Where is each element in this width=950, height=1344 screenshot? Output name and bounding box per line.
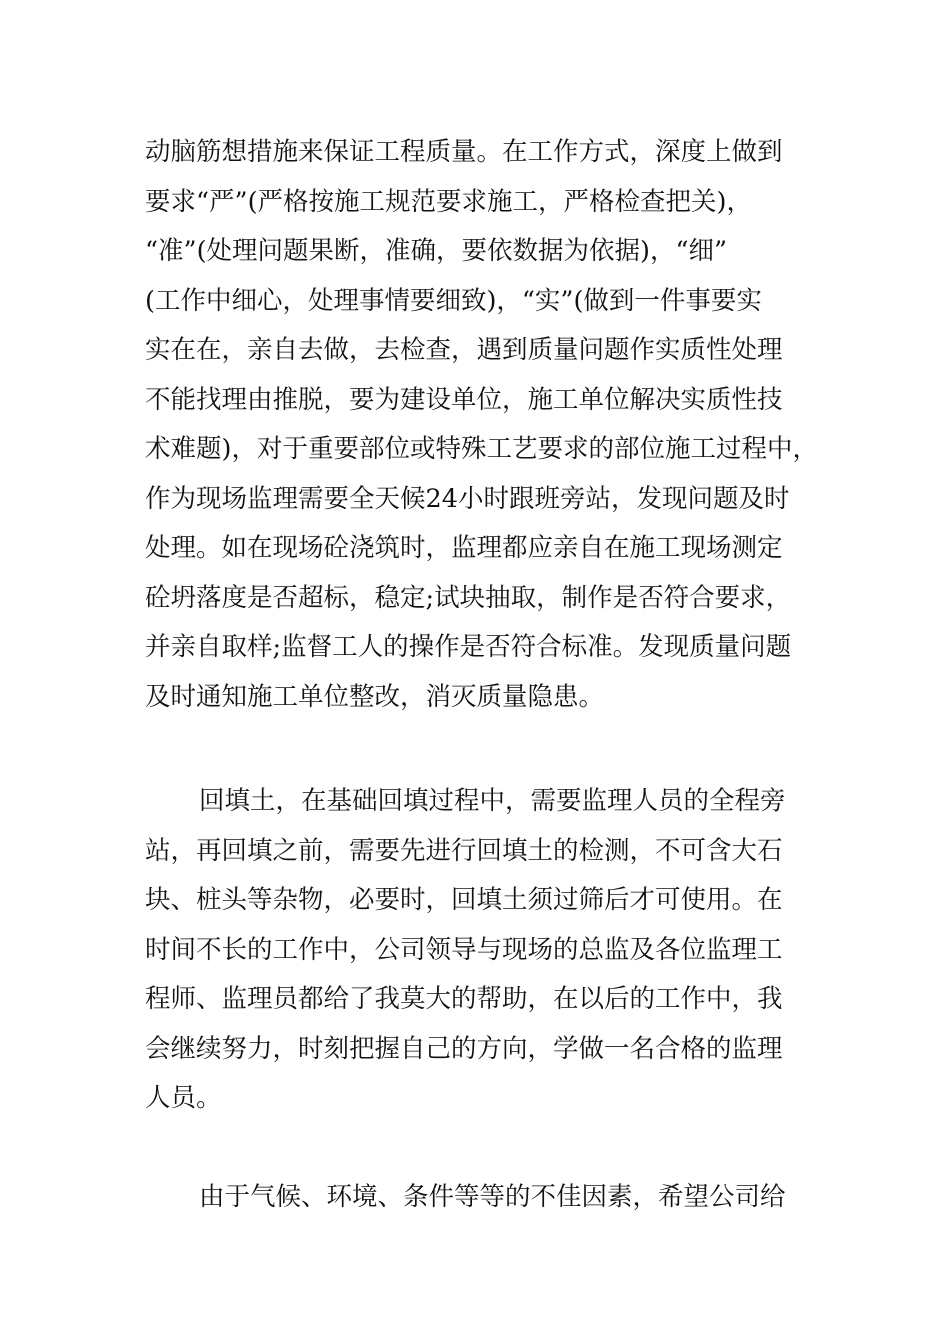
text-line: 并亲自取样;监督工人的操作是否符合标准。发现质量问题 bbox=[145, 632, 792, 662]
text-line: 要求“严”(严格按施工规范要求施工，严格检查把关)， bbox=[145, 186, 752, 217]
text-line: 不能找理由推脱，要为建设单位，施工单位解决实质性技 bbox=[145, 384, 783, 415]
text-line: 术难题)，对于重要部位或特殊工艺要求的部位施工过程中， bbox=[145, 434, 818, 464]
text-line: 实在在，亲自去做，去检查，遇到质量问题作实质性处理 bbox=[145, 335, 783, 365]
text-line: 砼坍落度是否超标，稳定;试块抽取，制作是否符合要求， bbox=[145, 582, 792, 613]
text-line: (工作中细心，处理事情要细致)，“实”(做到一件事要实 bbox=[145, 285, 762, 316]
text-line: 站，再回填之前，需要先进行回填土的检测，不可含大石 bbox=[145, 835, 783, 866]
paragraph-quality-control bbox=[145, 128, 825, 722]
text-line: 会继续努力，时刻把握自己的方向，学做一名合格的监理 bbox=[145, 1033, 783, 1064]
text-line: 由于气候、环境、条件等等的不佳因素，希望公司给 bbox=[199, 1182, 786, 1212]
text-line: 作为现场监理需要全天候24小时跟班旁站，发现问题及时 bbox=[145, 483, 790, 514]
text-line: 时间不长的工作中，公司领导与现场的总监及各位监理工 bbox=[145, 934, 783, 965]
text-line: 及时通知施工单位整改，消灭质量隐患。 bbox=[145, 681, 605, 712]
text-line: 人员。 bbox=[145, 1083, 222, 1113]
text-line: “准”(处理问题果断，准确，要依数据为依据)，“细” bbox=[145, 236, 728, 266]
paragraph-conditions bbox=[145, 1173, 825, 1223]
text-line: 块、桩头等杂物，必要时，回填土须过筛后才可使用。在 bbox=[145, 885, 783, 915]
text-line: 处理。如在现场砼浇筑时，监理都应亲自在施工现场测定 bbox=[145, 533, 783, 563]
text-line: 动脑筋想措施来保证工程质量。在工作方式，深度上做到 bbox=[145, 137, 783, 167]
paragraph-backfill bbox=[145, 777, 825, 1124]
text-line: 程师、监理员都给了我莫大的帮助，在以后的工作中，我 bbox=[145, 984, 783, 1014]
text-line: 回填土，在基础回填过程中，需要监理人员的全程旁 bbox=[199, 786, 786, 816]
